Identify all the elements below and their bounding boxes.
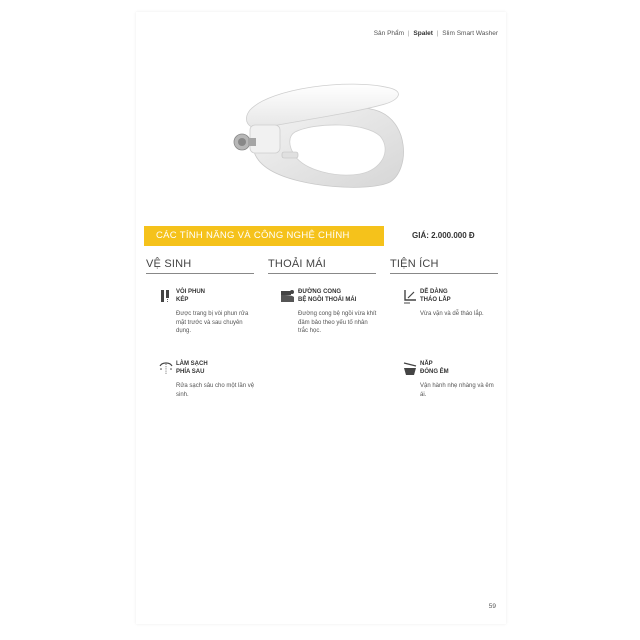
feature-section-banner: CÁC TÍNH NĂNG VÀ CÔNG NGHỆ CHÍNH [144, 226, 384, 246]
feature-title: LÀM SẠCH PHÍA SAU [176, 361, 208, 375]
feature-item [146, 360, 254, 418]
page-number: 59 [488, 603, 496, 610]
feature-description: Rửa sạch sâu cho một lần vệ sinh. [176, 383, 255, 398]
column-hygiene [146, 258, 254, 418]
feature-item [390, 288, 498, 346]
breadcrumb-separator: | [436, 30, 439, 37]
column-title: VỆ SINH [146, 258, 254, 274]
column-title: THOẢI MÁI [268, 258, 376, 274]
spray-clean-icon [158, 360, 174, 376]
feature-item [146, 288, 254, 346]
soft-close-icon [402, 360, 418, 376]
column-convenience [390, 258, 498, 418]
feature-title: NẮP ĐÓNG ÊM [420, 361, 449, 375]
feature-description: Đường cong bệ ngồi vừa khít đảm bảo theo yếu tố nhân trắc học. [298, 311, 377, 334]
column-comfort [268, 258, 376, 346]
feature-item [390, 360, 498, 418]
product-image [200, 70, 420, 220]
column-title: TIỆN ÍCH [390, 258, 498, 274]
ergonomic-seat-icon [280, 288, 296, 304]
breadcrumb [374, 30, 498, 37]
feature-title: DỄ DÀNG THÁO LẮP [420, 289, 451, 303]
breadcrumb-product: Slim Smart Washer [442, 30, 498, 37]
breadcrumb-separator: | [407, 30, 410, 37]
feature-description: Được trang bị vòi phun rửa mặt trước và sau chuyên dụng. [176, 311, 249, 334]
feature-item [268, 288, 376, 346]
breadcrumb-section: Sản Phẩm [373, 30, 405, 37]
feature-title: VÒI PHUN KÉP [176, 289, 206, 303]
easy-remove-icon [402, 288, 418, 304]
feature-title: ĐƯỜNG CONG BỆ NGỒI THOẢI MÁI [298, 289, 357, 303]
dual-nozzle-icon [158, 288, 174, 304]
price-label: GIÁ: 2.000.000 Đ [412, 231, 475, 240]
catalog-page [136, 12, 506, 624]
feature-description: Vận hành nhẹ nhàng và êm ái. [420, 383, 494, 398]
breadcrumb-brand: Spalet [413, 30, 433, 37]
feature-description: Vừa vặn và dễ tháo lắp. [420, 311, 484, 317]
